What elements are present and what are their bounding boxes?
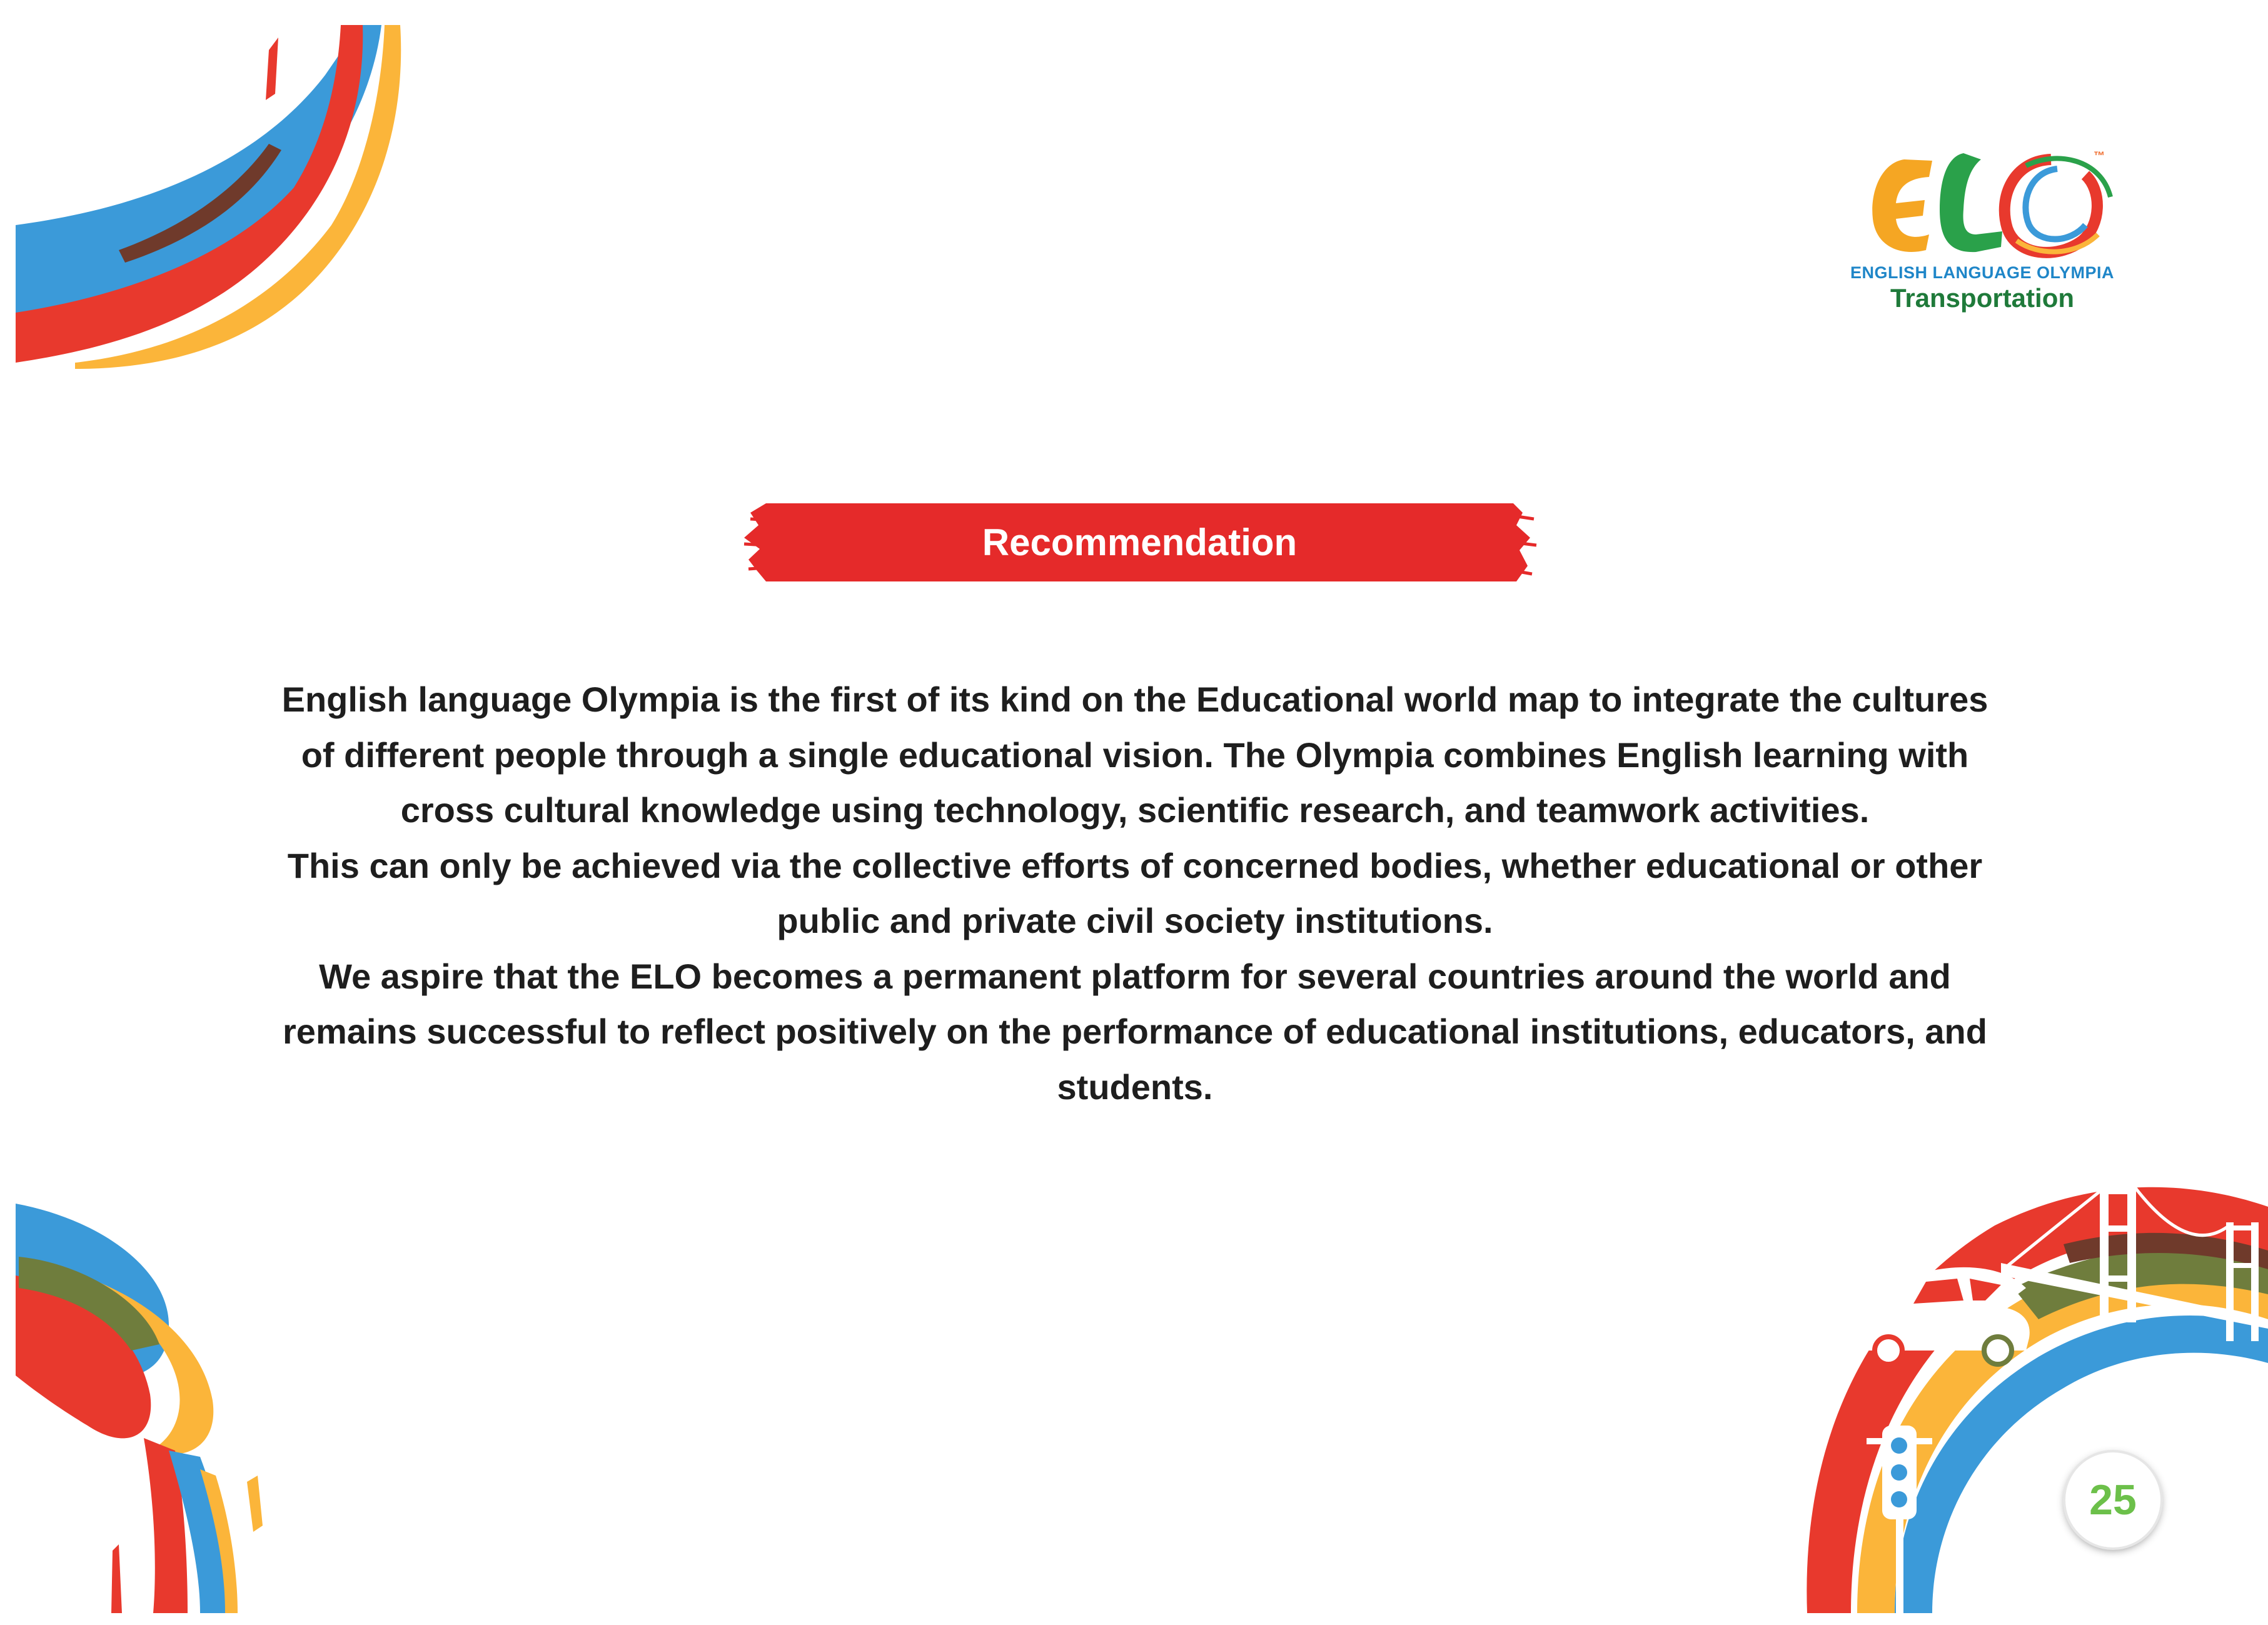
paragraph: We aspire that the ELO becomes a permanent platform for several countries around the world and remains successful to reflect positively on the performance of educational institutions, educators, and students. [283, 956, 1987, 1107]
page-title: Recommendation [982, 521, 1298, 563]
paragraph: This can only be achieved via the collective efforts of concerned bodies, whether educational or other public and private civil society institutions. [287, 845, 1983, 940]
paragraph: English language Olympia is the first of its kind on the Educational world map to integrate the cultures of different people through a single educational vision. The Olympia combines English learning with cross cultural knowledge using technology, scientific research, and teamwork activities. [281, 680, 1988, 830]
elo-logo [1845, 141, 2139, 328]
page-number: 25 [2065, 1452, 2160, 1547]
top-left-swoosh [16, 25, 401, 369]
logo-category: Transportation [1890, 283, 2075, 313]
car-icon [1838, 1267, 2030, 1364]
title-banner [741, 500, 1538, 585]
logo-full-name: ENGLISH LANGUAGE OLYMPIA [1850, 263, 2115, 282]
logo-trademark: ™ [2094, 149, 2105, 162]
elo-logo-mark [1870, 141, 2120, 266]
recommendation-body [263, 672, 2007, 1115]
bottom-left-swoosh [16, 1204, 263, 1613]
bottom-right-swoosh [1807, 1187, 2268, 1613]
